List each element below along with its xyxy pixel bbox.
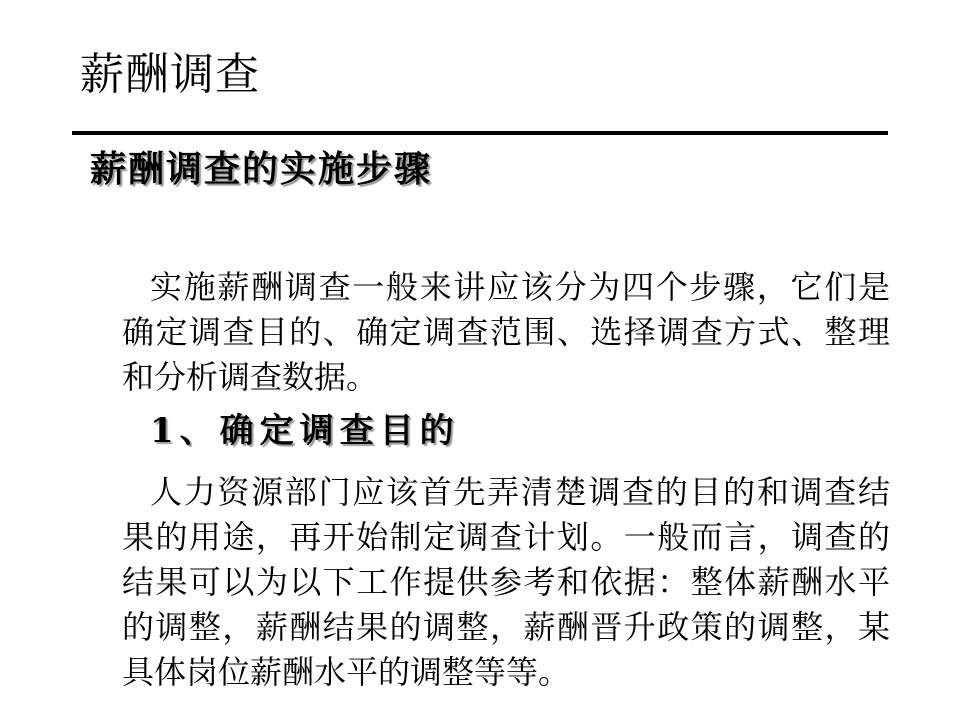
step-1-heading: 1、确定调查目的 xyxy=(150,411,460,451)
title-underline-rule xyxy=(72,131,888,135)
step-1-paragraph-line-5: 具体岗位薪酬水平的调整等等。 xyxy=(122,653,571,691)
intro-paragraph-line-2: 确定调查目的、确定调查范围、选择调查方式、整理 xyxy=(122,313,890,351)
step-1-paragraph xyxy=(122,470,890,695)
step-1-paragraph-line-2: 果的用途，再开始制定调查计划。一般而言，调查的 xyxy=(122,518,890,556)
step-1-paragraph-line-4: 的调整，薪酬结果的调整，薪酬晋升政策的调整，某 xyxy=(122,608,890,646)
step-1-paragraph-line-3: 结果可以为以下工作提供参考和依据：整体薪酬水平 xyxy=(122,563,890,601)
intro-paragraph xyxy=(122,265,890,400)
section-subtitle: 薪酬调查的实施步骤 xyxy=(90,148,433,190)
intro-paragraph-line-3: 和分析调查数据。 xyxy=(122,358,379,396)
intro-paragraph-line-1: 实施薪酬调查一般来讲应该分为四个步骤，它们是 xyxy=(150,268,890,306)
slide-title: 薪酬调查 xyxy=(80,49,260,100)
step-1-paragraph-line-1: 人力资源部门应该首先弄清楚调查的目的和调查结 xyxy=(150,473,890,511)
